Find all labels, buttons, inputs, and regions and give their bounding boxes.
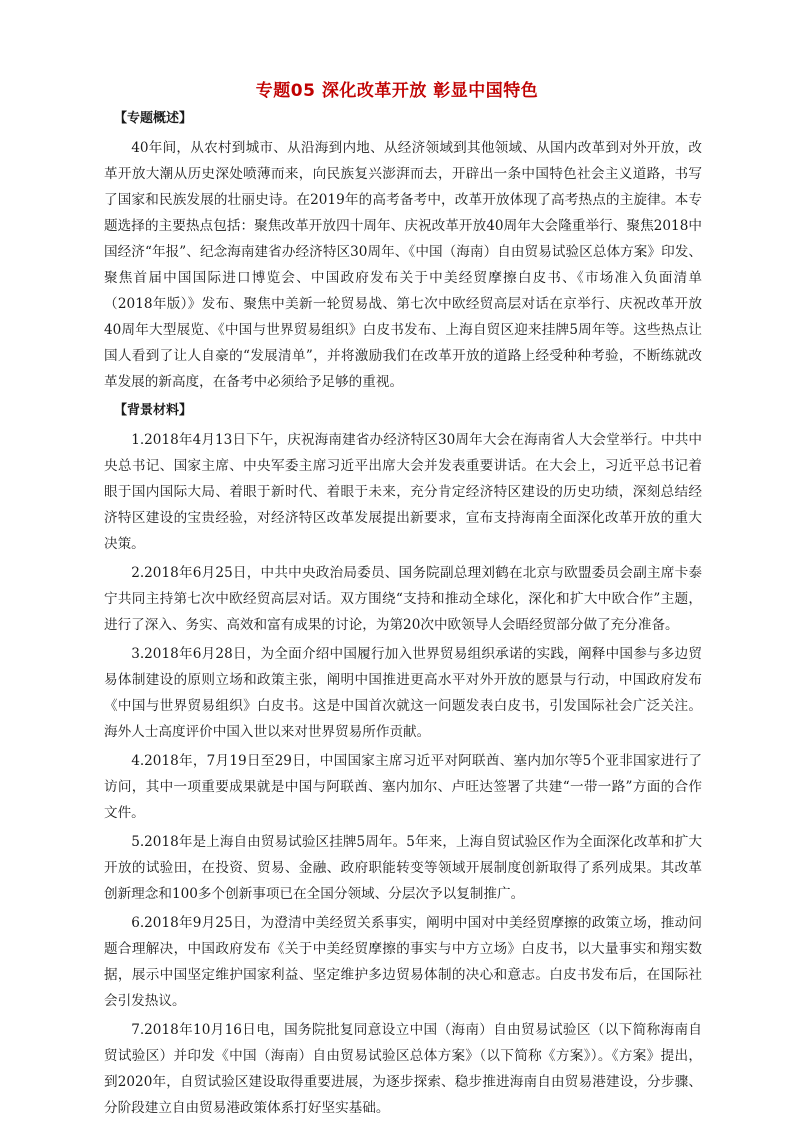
background-item-4: 4.2018年，7月19日至29日，中国国家主席习近平对阿联酋、塞内加尔等5个亚非国家进行了访问，其中一项重要成果就是中国与阿联酋、塞内加尔、卢旺达签署了共建“一带一路”方面的合作文件。 xyxy=(104,753,702,821)
background-item-7: 7.2018年10月16日电，国务院批复同意设立中国（海南）自由贸易试验区（以下简称海南自贸试验区）并印发《中国（海南）自由贸易试验区总体方案》（以下简称《方案》）。《方案》提出，到2020年，自贸试验区建设取得重要进展，为逐步探索、稳步推进海南自由贸易港建设，分步骤、分阶段建立自由贸易港政策体系打好坚实基础。 xyxy=(104,1022,702,1116)
background-heading: 【背景材料】 xyxy=(114,403,193,418)
background-item-6: 6.2018年9月25日，为澄清中美经贸关系事实，阐明中国对中美经贸摩擦的政策立场，推动问题合理解决，中国政府发布《关于中美经贸摩擦的事实与中方立场》白皮书，以大量事实和翔实数据，展示中国坚定维护国家利益、坚定维护多边贸易体制的决心和意志。白皮书发布后，在国际社会引发热议。 xyxy=(104,915,702,1009)
background-item-5: 5.2018年是上海自由贸易试验区挂牌5周年。5年来，上海自贸试验区作为全面深化改革和扩大开放的试验田，在投资、贸易、金融、政府职能转变等领域开展制度创新取得了系列成果。其改革创新理念和100多个创新事项已在全国分领域、分层次予以复制推广。 xyxy=(104,834,702,902)
document-body xyxy=(104,106,702,1124)
background-item-3: 3.2018年6月28日，为全面介绍中国履行加入世界贸易组织承诺的实践，阐释中国参与多边贸易体制建设的原则立场和政策主张，阐明中国推进更高水平对外开放的愿景与行动，中国政府发布《中国与世界贸易组织》白皮书。这是中国首次就这一问题发表白皮书，引发国际社会广泛关注。海外人士高度评价中国入世以来对世界贸易所作贡献。 xyxy=(104,646,702,740)
overview-paragraph: 40年间，从农村到城市、从沿海到内地、从经济领域到其他领域、从国内改革到对外开放，改革开放大潮从历史深处喷薄而来，向民族复兴澎湃而去，开辟出一条中国特色社会主义道路，书写了国家和民族发展的壮丽史诗。在2019年的高考备考中，改革开放体现了高考热点的主旋律。本专题选择的主要热点包括：聚焦改革开放四十周年、庆祝改革开放40周年大会隆重举行、聚焦2018中国经济“年报”、纪念海南建省办经济特区30周年、《中国（海南）自由贸易试验区总体方案》印发、聚焦首届中国国际进口博览会、中国政府发布关于中美经贸摩擦白皮书、《市场准入负面清单（2018年版）》发布、聚焦中美新一轮贸易战、第七次中欧经贸高层对话在京举行、庆祝改革开放40周年大型展览、《中国与世界贸易组织》白皮书发布、上海自贸区迎来挂牌5周年等。这些热点让国人看到了让人自豪的“发展清单”，并将激励我们在改革开放的道路上经受种种考验，不断练就改革发展的新高度，在备考中必须给予足够的重视。 xyxy=(104,140,702,390)
page-title: 专题05 深化改革开放 彰显中国特色 xyxy=(255,81,539,101)
background-item-1: 1.2018年4月13日下午，庆祝海南建省办经济特区30周年大会在海南省人大会堂举行。中共中央总书记、国家主席、中央军委主席习近平出席大会并发表重要讲话。在大会上，习近平总书记着眼于国内国际大局、着眼于新时代、着眼于未来，充分肯定经济特区建设的历史功绩，深刻总结经济特区建设的宝贵经验，对经济特区改革发展提出新要求，宣布支持海南全面深化改革开放的重大决策。 xyxy=(104,432,702,552)
overview-heading: 【专题概述】 xyxy=(114,111,193,126)
background-item-2: 2.2018年6月25日，中共中央政治局委员、国务院副总理刘鹤在北京与欧盟委员会副主席卡泰宁共同主持第七次中欧经贸高层对话。双方围绕“支持和推动全球化，深化和扩大中欧合作”主题，进行了深入、务实、高效和富有成果的讨论，为第20次中欧领导人会晤经贸部分做了充分准备。 xyxy=(104,565,702,633)
